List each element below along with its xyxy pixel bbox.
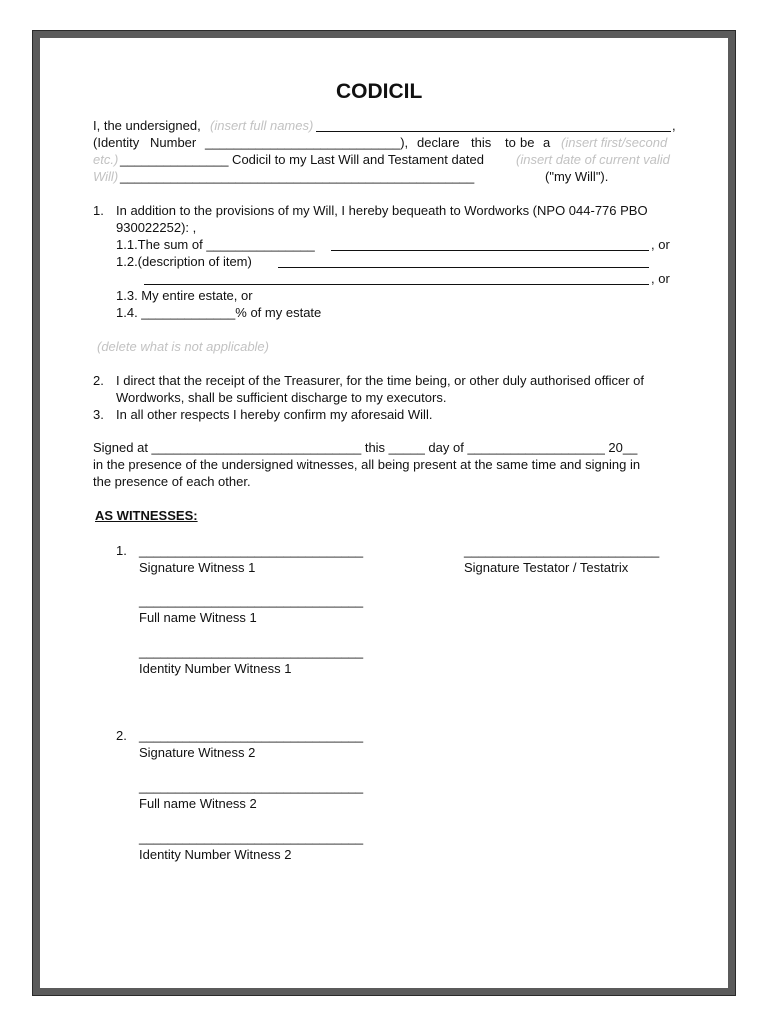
delete-note: (delete what is not applicable)	[97, 339, 269, 354]
signed-at-line3: the presence of each other.	[93, 474, 251, 489]
intro-line2-f: to	[505, 135, 516, 150]
witness2-id-label: Identity Number Witness 2	[139, 847, 292, 862]
intro-line2-d: declare	[417, 135, 460, 150]
clause2-line1: I direct that the receipt of the Treasurer, for the time being, or other duly authorised officer of	[116, 373, 644, 388]
witness1-signature-label: Signature Witness 1	[139, 560, 256, 575]
document-page	[40, 38, 728, 988]
witness2-fullname-blank[interactable]: _______________________________	[139, 779, 364, 794]
intro-line3-text: _______________ Codicil to my Last Will and Testament dated	[120, 152, 484, 167]
witness1-fullname-label: Full name Witness 1	[139, 610, 257, 625]
will-date-hint: (insert date of current valid	[516, 152, 670, 167]
will-date-blank[interactable]: _________________________________________________	[120, 169, 475, 184]
sum-line[interactable]	[331, 250, 649, 251]
witness1-id-blank[interactable]: _______________________________	[139, 644, 364, 659]
intro-line2-g: be	[520, 135, 535, 150]
intro-name-hint: (insert full names)	[210, 118, 314, 133]
intro-line2-a: (Identity	[93, 135, 140, 150]
item-description-line2[interactable]	[144, 284, 649, 285]
clause2-number: 2.	[93, 373, 104, 388]
signed-at-line2: in the presence of the undersigned witnesses, all being present at the same time and signing in	[93, 457, 641, 472]
clause3-number: 3.	[93, 407, 104, 422]
clause2-line2: Wordworks, shall be sufficient discharge to my executors.	[116, 390, 447, 405]
intro-line2-h: a	[543, 135, 551, 150]
testator-signature-label: Signature Testator / Testatrix	[464, 560, 629, 575]
clause1-sub3: 1.3. My entire estate, or	[116, 288, 253, 303]
clause1-line2: 930022252): ,	[116, 220, 197, 235]
codicil-number-hint-cont: etc.)	[93, 152, 119, 167]
full-names-line[interactable]	[316, 131, 671, 132]
clause3-line1: In all other respects I hereby confirm my aforesaid Will.	[116, 407, 433, 422]
intro-line2-b: Number	[150, 135, 197, 150]
witness2-fullname-label: Full name Witness 2	[139, 796, 257, 811]
testator-signature-blank[interactable]: ___________________________	[464, 543, 660, 558]
signed-at-line1: Signed at _____________________________ this _____ day of ___________________ 20__	[93, 440, 638, 455]
witness1-number: 1.	[116, 543, 127, 558]
clause1-sub1-end: , or	[651, 237, 670, 252]
intro-line1-end: ,	[672, 118, 676, 133]
item-description-line1[interactable]	[278, 267, 649, 268]
witness1-id-label: Identity Number Witness 1	[139, 661, 292, 676]
clause1-line1: In addition to the provisions of my Will, I hereby bequeath to Wordworks (NPO 044-776 PBO	[116, 203, 648, 218]
document-title: CODICIL	[336, 80, 423, 103]
will-date-hint-cont: Will)	[93, 169, 119, 184]
codicil-number-hint: (insert first/second	[561, 135, 668, 150]
clause1-number: 1.	[93, 203, 104, 218]
intro-line2-e: this	[471, 135, 492, 150]
identity-number-blank[interactable]: ___________________________),	[205, 135, 409, 150]
witnesses-heading: AS WITNESSES:	[95, 508, 198, 523]
clause1-sub1: 1.1.The sum of _______________	[116, 237, 315, 252]
clause1-sub2-end: , or	[651, 271, 670, 286]
witness2-id-blank[interactable]: _______________________________	[139, 830, 364, 845]
witness1-fullname-blank[interactable]: _______________________________	[139, 593, 364, 608]
clause1-sub4: 1.4. _____________% of my estate	[116, 305, 322, 320]
intro-line1-text: I, the undersigned,	[93, 118, 201, 133]
clause1-sub2: 1.2.(description of item)	[116, 254, 252, 269]
witness2-number: 2.	[116, 728, 127, 743]
witness1-signature-blank[interactable]: _______________________________	[139, 543, 364, 558]
intro-line4-end: ("my Will").	[545, 169, 609, 184]
witness2-signature-blank[interactable]: _______________________________	[139, 728, 364, 743]
witness2-signature-label: Signature Witness 2	[139, 745, 256, 760]
